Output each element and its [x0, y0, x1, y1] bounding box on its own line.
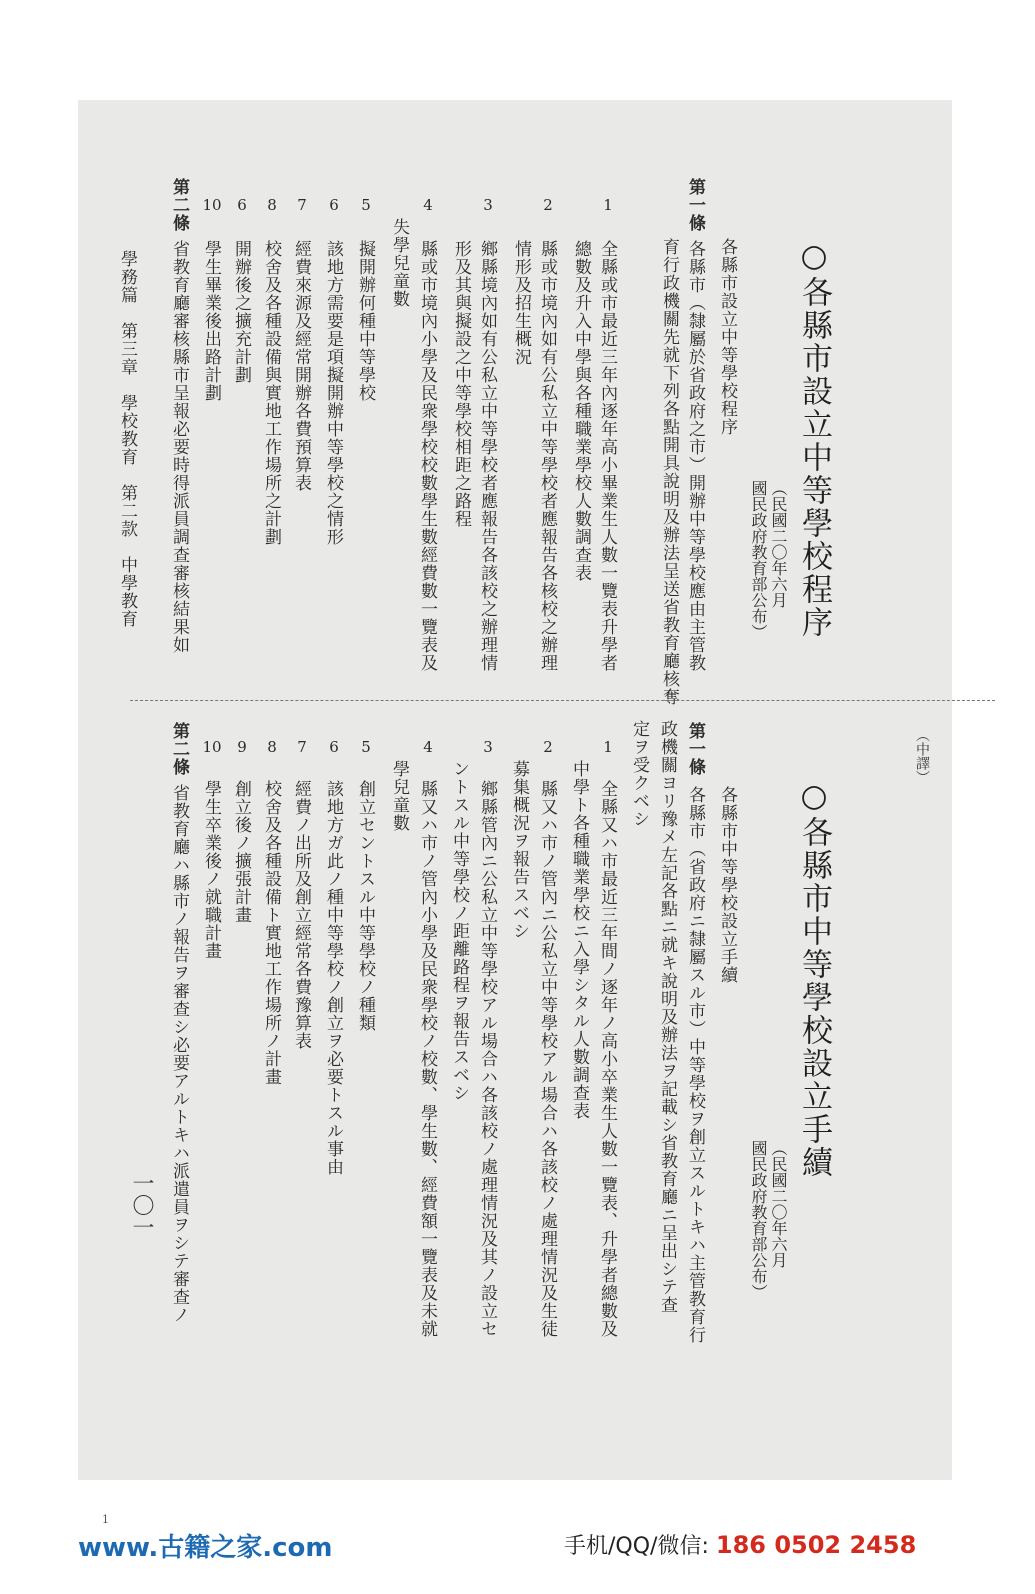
lower-item-4-line2: 學兒童數: [389, 760, 409, 832]
upper-item-9-number: 6: [237, 196, 247, 214]
lower-date-line2: 國民政府教育部公布）: [749, 1140, 768, 1300]
lower-item-2-number: 2: [543, 738, 553, 756]
upper-item-4-line1: 縣或市境內小學及民衆學校校數學生數經費數一覽表及: [417, 240, 437, 672]
upper-item-1-line2: 總數及升入中學與各種職業學校人數調查表: [571, 240, 591, 582]
lower-item-3-number: 3: [483, 738, 493, 756]
upper-item-8-line1: 校舍及各種設備與實地工作場所之計劃: [261, 240, 281, 546]
lower-article2-text: 省教育廳ハ縣市ノ報告ヲ審查シ必要アルトキハ派遣員ヲシテ審查ノ: [169, 784, 189, 1324]
lower-item-1-number: 1: [603, 738, 613, 756]
lower-date-line1: （民國二〇年六月: [769, 1140, 788, 1268]
upper-item-5-number: 5: [361, 196, 371, 214]
lower-item-4-number: 4: [423, 738, 433, 756]
lower-item-7-number: 7: [297, 738, 307, 756]
upper-article1-text: 各縣市（隸屬於省政府之市）開辦中等學校應由主管教: [685, 240, 705, 672]
upper-subtitle: 各縣市設立中等學校程序: [717, 238, 737, 436]
contact-label: 手机/QQ/微信:: [564, 1534, 716, 1559]
upper-item-2-line1: 縣或市境內如有公私立中等學校者應報告各核校之辦理: [537, 240, 557, 672]
upper-item-5-line1: 擬開辦何種中等學校: [355, 240, 375, 402]
upper-item-1-line1: 全縣或市最近三年內逐年高小畢業生人數一覽表升學者: [597, 240, 617, 672]
phone-number: 186 0502 2458: [715, 1531, 917, 1559]
upper-item-10-line1: 學生畢業後出路計劃: [201, 240, 221, 402]
lower-item-10-line1: 學生卒業後ノ就職計畫: [201, 780, 221, 960]
site-link[interactable]: www.古籍之家.com: [78, 1533, 333, 1563]
upper-item-4-number: 4: [423, 196, 433, 214]
contact-info: [564, 1529, 916, 1560]
upper-item-9-line1: 開辦後之擴充計劃: [231, 240, 251, 384]
upper-item-4-line2: 失學兒童數: [389, 218, 409, 308]
upper-item-2-line2: 情形及招生概況: [511, 240, 531, 366]
running-header: 學務篇 第三章 學校教育 第二款 中學教育: [117, 250, 137, 628]
upper-item-3-line2: 形及其與擬設之中等學校相距之路程: [451, 240, 471, 528]
lower-item-4-line1: 縣又ハ市ノ管內小學及民衆學校ノ校數、學生數、經費額一覽表及未就: [417, 780, 437, 1338]
lower-article2-label: 第二條: [169, 722, 189, 776]
upper-item-6-line1: 該地方需要是項擬開辦中等學校之情形: [323, 240, 343, 546]
translation-tag: （中譯）: [914, 728, 930, 784]
lower-item-1-line1: 全縣又ハ市最近三年間ノ逐年ノ高小卒業生人數一覽表、升學者總數及: [597, 780, 617, 1338]
upper-item-8-number: 8: [267, 196, 277, 214]
lower-article1-label: 第一條: [685, 722, 705, 776]
lower-item-2-line2: 募集概況ヲ報告スベシ: [509, 760, 529, 940]
lower-article1-cont2: 定ヲ受クベシ: [629, 720, 649, 828]
upper-item-3-line1: 鄉縣境內如有公私立中等學校者應報告各該校之辦理情: [477, 240, 497, 672]
lower-item-6-number: 6: [329, 738, 339, 756]
upper-article1-label: 第一條: [685, 178, 705, 232]
lower-title: ○各縣市中等學校設立手續: [796, 778, 832, 1179]
lower-item-3-line2: ントスル中等學校ノ距離路程ヲ報告スベシ: [449, 760, 469, 1102]
lower-item-2-line1: 縣又ハ市ノ管內ニ公私立中等學校アル場合ハ各該校ノ處理情況及生徒: [537, 780, 557, 1338]
lower-item-10-number: 10: [202, 738, 222, 756]
lower-article1-text: 各縣市（省政府ニ隸屬スル市）中等學校ヲ創立スルトキハ主管教育行: [685, 786, 705, 1344]
lower-item-1-line2: 中學ト各種職業學校ニ入學シタル人數調查表: [569, 760, 589, 1120]
section-divider: [130, 700, 995, 701]
upper-item-6-number: 6: [329, 196, 339, 214]
lower-article1-cont: 政機關ヨリ豫メ左記各點ニ就キ說明及辦法ヲ記載シ省教育廳ニ呈出シテ查: [657, 720, 677, 1314]
lower-item-8-number: 8: [267, 738, 277, 756]
lower-item-5-line1: 創立セントスル中等學校ノ種類: [355, 780, 375, 1032]
upper-title: ○各縣市設立中等學校程序: [796, 238, 832, 639]
upper-item-7-line1: 經費來源及經常開辦各費預算表: [291, 240, 311, 492]
lower-item-5-number: 5: [361, 738, 371, 756]
lower-item-9-number: 9: [237, 738, 247, 756]
upper-date-line2: 國民政府教育部公布）: [749, 480, 768, 640]
upper-item-10-number: 10: [202, 196, 222, 214]
upper-item-2-number: 2: [543, 196, 553, 214]
corner-mark: 1: [102, 1513, 109, 1526]
upper-date-line1: （民國二〇年六月: [769, 480, 788, 608]
upper-item-1-number: 1: [603, 196, 613, 214]
upper-item-3-number: 3: [483, 196, 493, 214]
lower-item-9-line1: 創立後ノ擴張計畫: [231, 780, 251, 924]
lower-item-8-line1: 校舍及各種設備ト實地工作場所ノ計畫: [261, 780, 281, 1086]
upper-article2-label: 第二條: [169, 178, 189, 232]
page-number: 一〇一: [129, 1172, 154, 1238]
lower-subtitle: 各縣市中等學校設立手續: [717, 786, 737, 984]
lower-item-7-line1: 經費ノ出所及創立經常各費豫算表: [291, 780, 311, 1050]
lower-item-3-line1: 鄉縣管內ニ公私立中等學校アル場合ハ各該校ノ處理情況及其ノ設立セ: [477, 780, 497, 1338]
upper-item-7-number: 7: [297, 196, 307, 214]
upper-article1-cont: 育行政機關先就下列各點開具說明及辦法呈送省教育廳核奪: [659, 238, 679, 706]
lower-item-6-line1: 該地方ガ此ノ種中等學校ノ創立ヲ必要トスル事由: [323, 780, 343, 1176]
upper-article2-text: 省教育廳審核縣市呈報必要時得派員調查審核結果如: [169, 240, 189, 654]
